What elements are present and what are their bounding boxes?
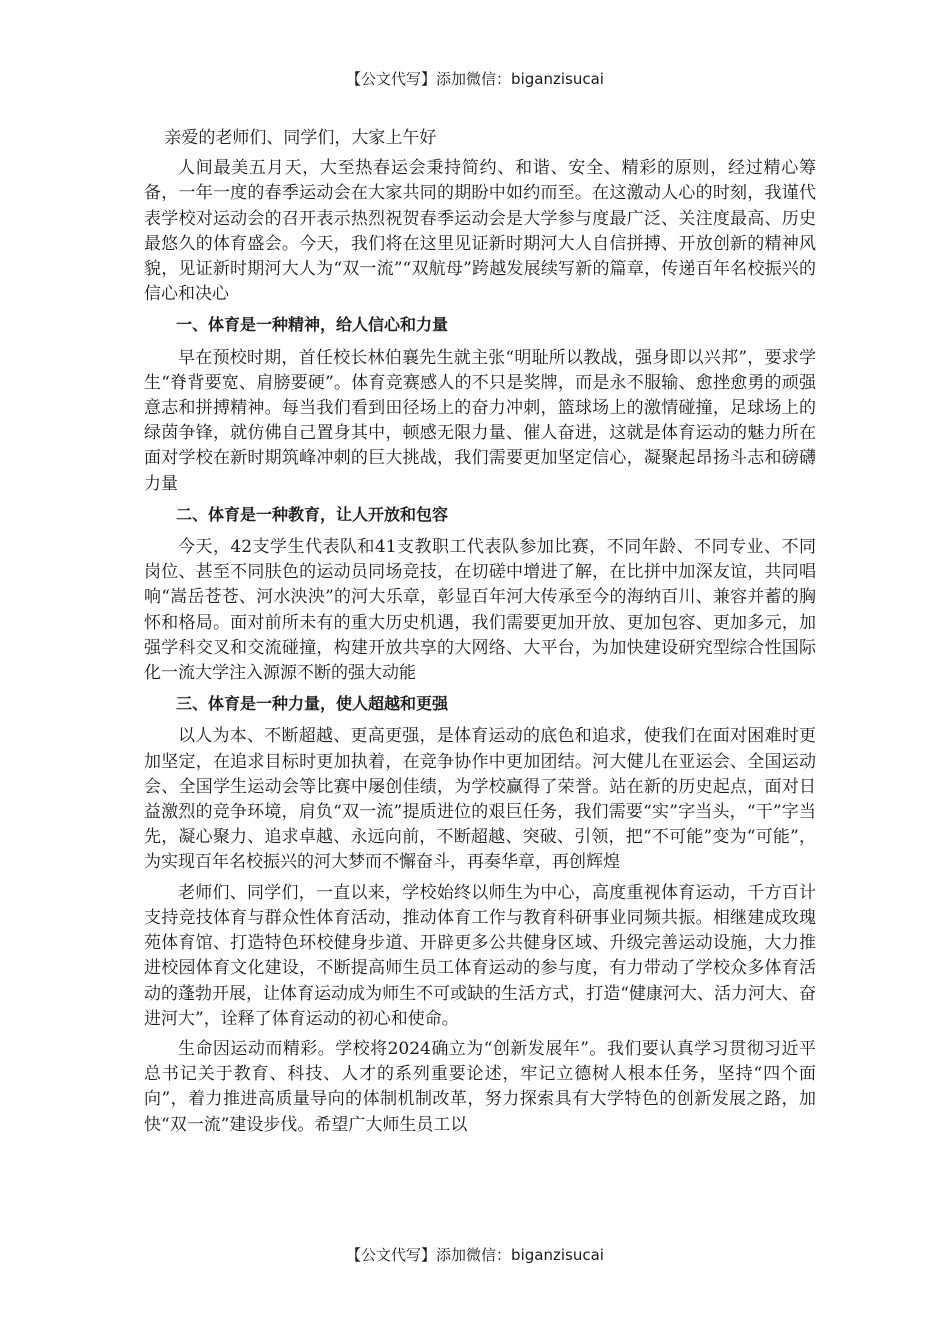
section-heading-3: 三、体育是一种力量，使人超越和更强	[176, 694, 449, 714]
greeting-paragraph: 亲爱的老师们、同学们，大家上午好	[164, 128, 437, 148]
section-heading-2: 二、体育是一种教育，让人开放和包容	[176, 504, 449, 524]
page-footer: 【公文代写】添加微信：biganzisucai	[346, 1246, 604, 1264]
page-header: 【公文代写】添加微信：biganzisucai	[346, 70, 604, 88]
section-2-paragraph: 今天，42支学生代表队和41支教职工代表队参加比赛，不同年龄、不同专业、不同岗位、甚至不同肤色的运动员同场竞技，在切磋中增进了解，在比拼中加深友谊，共同唱响“嵩岳苍苍、河水泱泱”的河大乐章，彰显百年河大传承至今的海纳百川、兼容并蓄的胸怀和格局。面对前所未有的重大历史机遇，我们需要更加开放、更加包容、更加多元，加强学科交叉和交流碰撞，构建开放共享的大网络、大平台，为加快建设研究型综合性国际化一流大学注入源源不断的强大动能	[144, 537, 816, 684]
section-3-paragraph: 以人为本、不断超越、更高更强，是体育运动的底色和追求，使我们在面对困难时更加坚定，在追求目标时更加执着，在竞争协作中更加团结。河大健儿在亚运会、全国运动会、全国学生运动会等比赛中屡创佳绩，为学校赢得了荣誉。站在新的历史起点，面对日益激烈的竞争环境，肩负“双一流”提质进位的艰巨任务，我们需要“实”字当头，“干”字当先，凝心聚力、追求卓越、永远向前，不断超越、突破、引领，把“不可能”变为“可能”，为实现百年名校振兴的河大梦而不懈奋斗，再奏华章，再创辉煌	[144, 726, 816, 873]
closing-paragraph-1: 老师们、同学们，一直以来，学校始终以师生为中心，高度重视体育运动，千方百计支持竞技体育与群众性体育活动，推动体育工作与教育科研事业同频共振。相继建成玫瑰苑体育馆、打造特色环校健身步道、开辟更多公共健身区域、升级完善运动设施，大力推进校园体育文化建设，不断提高师生员工体育运动的参与度，有力带动了学校众多体育活动的蓬勃开展，让体育运动成为师生不可或缺的生活方式，打造“健康河大、活力河大、奋进河大”，诠释了体育运动的初心和使命。	[144, 882, 816, 1029]
intro-paragraph: 人间最美五月天，大至热春运会秉持简约、和谐、安全、精彩的原则，经过精心筹备，一年一度的春季运动会在大家共同的期盼中如约而至。在这激动人心的时刻，我谨代表学校对运动会的召开表示热烈祝贺春季运动会是大学参与度最广泛、关注度最高、历史最悠久的体育盛会。今天，我们将在这里见证新时期河大人自信拼搏、开放创新的精神风貌，见证新时期河大人为“双一流”“双航母”跨越发展续写新的篇章，传递百年名校振兴的信心和决心	[144, 158, 816, 305]
document-body	[144, 126, 816, 1143]
closing-paragraph-2: 生命因运动而精彩。学校将2024确立为“创新发展年”。我们要认真学习贯彻习近平总书记关于教育、科技、人才的系列重要论述，牢记立德树人根本任务，坚持“四个面向”，着力推进高质量导向的体制机制改革，努力探索具有大学特色的创新发展之路，加快“双一流”建设步伐。希望广大师生员工以	[144, 1038, 816, 1135]
section-1-paragraph: 早在预校时期，首任校长林伯襄先生就主张“明耻所以教战，强身即以兴邦”，要求学生“脊背要宽、肩膀要硬”。体育竞赛感人的不只是奖牌，而是永不服输、愈挫愈勇的顽强意志和拼搏精神。每当我们看到田径场上的奋力冲刺，篮球场上的激情碰撞，足球场上的绿茵争锋，就仿佛自己置身其中，顿感无限力量、催人奋进，这就是体育运动的魅力所在面对学校在新时期筑峰冲刺的巨大挑战，我们需要更加坚定信心，凝聚起昂扬斗志和磅礴力量	[144, 347, 816, 494]
section-heading-1: 一、体育是一种精神，给人信心和力量	[176, 315, 449, 335]
